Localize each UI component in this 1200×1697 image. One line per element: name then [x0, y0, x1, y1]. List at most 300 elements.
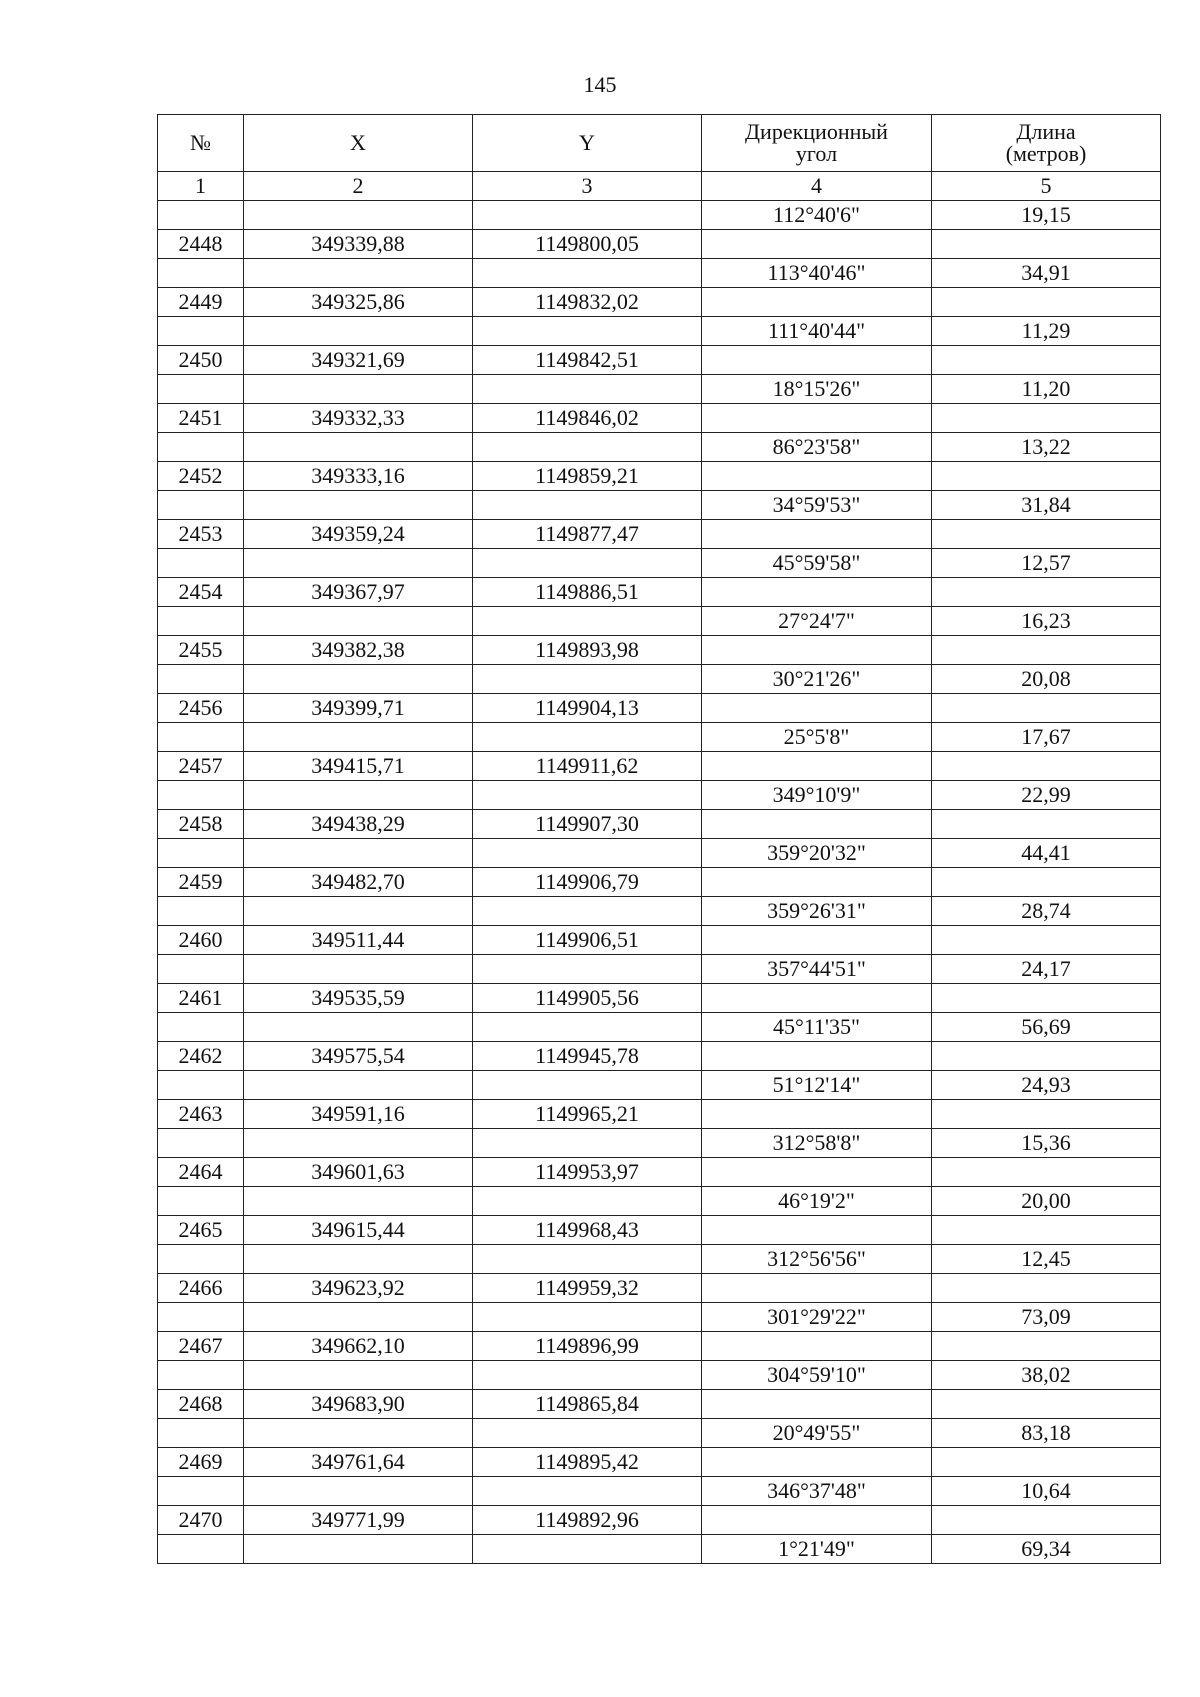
cell-direction-angle: 112°40'6" — [702, 201, 932, 230]
cell-length — [932, 1216, 1161, 1245]
table-row — [158, 955, 1161, 984]
table-row — [158, 1129, 1161, 1158]
cell-x — [244, 897, 473, 926]
cell-y — [473, 1477, 702, 1506]
table-row — [158, 1216, 1161, 1245]
coordinates-table — [157, 114, 1161, 1564]
table-row — [158, 868, 1161, 897]
page-number: 145 — [583, 72, 617, 97]
cell-x — [244, 317, 473, 346]
cell-direction-angle — [702, 230, 932, 259]
cell-point-number: 2460 — [158, 926, 244, 955]
cell-point-number: 2463 — [158, 1100, 244, 1129]
table-row — [158, 926, 1161, 955]
cell-x — [244, 259, 473, 288]
cell-y — [473, 1535, 702, 1564]
cell-direction-angle: 359°26'31" — [702, 897, 932, 926]
cell-length — [932, 1390, 1161, 1419]
header-length-line-1: Длина — [1016, 119, 1076, 144]
cell-x — [244, 1535, 473, 1564]
cell-y: 1149846,02 — [473, 404, 702, 433]
cell-x — [244, 723, 473, 752]
cell-direction-angle — [702, 1390, 932, 1419]
table-row — [158, 665, 1161, 694]
cell-y: 1149859,21 — [473, 462, 702, 491]
cell-point-number — [158, 1187, 244, 1216]
cell-point-number — [158, 723, 244, 752]
cell-point-number: 2469 — [158, 1448, 244, 1477]
cell-y: 1149945,78 — [473, 1042, 702, 1071]
cell-length: 10,64 — [932, 1477, 1161, 1506]
cell-point-number: 2465 — [158, 1216, 244, 1245]
table-row — [158, 491, 1161, 520]
cell-point-number: 2452 — [158, 462, 244, 491]
cell-y: 1149896,99 — [473, 1332, 702, 1361]
cell-direction-angle: 51°12'14" — [702, 1071, 932, 1100]
cell-direction-angle: 18°15'26" — [702, 375, 932, 404]
cell-length — [932, 404, 1161, 433]
cell-direction-angle: 304°59'10" — [702, 1361, 932, 1390]
column-index: 3 — [473, 172, 702, 201]
header-direction-angle — [702, 115, 932, 172]
cell-y: 1149965,21 — [473, 1100, 702, 1129]
cell-length: 83,18 — [932, 1419, 1161, 1448]
cell-length: 31,84 — [932, 491, 1161, 520]
table-row — [158, 317, 1161, 346]
cell-direction-angle — [702, 1216, 932, 1245]
table-row — [158, 1477, 1161, 1506]
cell-length — [932, 1506, 1161, 1535]
cell-direction-angle: 111°40'44" — [702, 317, 932, 346]
header-number: № — [158, 115, 244, 172]
cell-length: 11,20 — [932, 375, 1161, 404]
cell-y: 1149892,96 — [473, 1506, 702, 1535]
cell-x: 349438,29 — [244, 810, 473, 839]
cell-x: 349511,44 — [244, 926, 473, 955]
cell-direction-angle: 34°59'53" — [702, 491, 932, 520]
cell-y: 1149800,05 — [473, 230, 702, 259]
cell-point-number: 2467 — [158, 1332, 244, 1361]
cell-direction-angle — [702, 1332, 932, 1361]
cell-point-number — [158, 549, 244, 578]
cell-y: 1149906,79 — [473, 868, 702, 897]
cell-direction-angle — [702, 1042, 932, 1071]
cell-y: 1149953,97 — [473, 1158, 702, 1187]
cell-length — [932, 462, 1161, 491]
cell-y — [473, 607, 702, 636]
cell-point-number: 2455 — [158, 636, 244, 665]
cell-x: 349591,16 — [244, 1100, 473, 1129]
cell-direction-angle: 346°37'48" — [702, 1477, 932, 1506]
table-row — [158, 230, 1161, 259]
cell-y: 1149904,13 — [473, 694, 702, 723]
table-row — [158, 810, 1161, 839]
cell-length: 28,74 — [932, 897, 1161, 926]
column-index-row — [158, 172, 1161, 201]
cell-x: 349575,54 — [244, 1042, 473, 1071]
cell-direction-angle: 25°5'8" — [702, 723, 932, 752]
table-row — [158, 1042, 1161, 1071]
table-body — [158, 201, 1161, 1564]
cell-y: 1149905,56 — [473, 984, 702, 1013]
cell-length: 11,29 — [932, 317, 1161, 346]
cell-x — [244, 201, 473, 230]
cell-y — [473, 1303, 702, 1332]
cell-point-number: 2462 — [158, 1042, 244, 1071]
cell-y — [473, 1071, 702, 1100]
cell-length — [932, 810, 1161, 839]
table-row — [158, 607, 1161, 636]
cell-y — [473, 1361, 702, 1390]
table-row — [158, 578, 1161, 607]
cell-direction-angle: 20°49'55" — [702, 1419, 932, 1448]
header-direction-angle-line-1: Дирекционный — [745, 119, 888, 144]
cell-length — [932, 926, 1161, 955]
cell-x: 349415,71 — [244, 752, 473, 781]
table-row — [158, 984, 1161, 1013]
cell-point-number — [158, 1419, 244, 1448]
cell-x: 349325,86 — [244, 288, 473, 317]
cell-y: 1149895,42 — [473, 1448, 702, 1477]
table-row — [158, 1187, 1161, 1216]
cell-point-number: 2454 — [158, 578, 244, 607]
table-row — [158, 1274, 1161, 1303]
cell-point-number — [158, 1361, 244, 1390]
cell-length: 69,34 — [932, 1535, 1161, 1564]
cell-point-number: 2448 — [158, 230, 244, 259]
cell-x: 349367,97 — [244, 578, 473, 607]
column-index: 4 — [702, 172, 932, 201]
cell-length: 15,36 — [932, 1129, 1161, 1158]
cell-x: 349482,70 — [244, 868, 473, 897]
table-row — [158, 520, 1161, 549]
cell-y: 1149968,43 — [473, 1216, 702, 1245]
header-x: X — [244, 115, 473, 172]
cell-length — [932, 520, 1161, 549]
cell-y — [473, 259, 702, 288]
cell-length — [932, 868, 1161, 897]
cell-direction-angle — [702, 346, 932, 375]
cell-length: 17,67 — [932, 723, 1161, 752]
table-row — [158, 781, 1161, 810]
table-row — [158, 1332, 1161, 1361]
cell-x — [244, 375, 473, 404]
cell-y — [473, 839, 702, 868]
cell-length — [932, 1100, 1161, 1129]
cell-y — [473, 665, 702, 694]
cell-point-number — [158, 1477, 244, 1506]
cell-y: 1149832,02 — [473, 288, 702, 317]
cell-x: 349339,88 — [244, 230, 473, 259]
column-index: 1 — [158, 172, 244, 201]
cell-y — [473, 317, 702, 346]
cell-direction-angle: 113°40'46" — [702, 259, 932, 288]
cell-length: 24,17 — [932, 955, 1161, 984]
cell-y — [473, 781, 702, 810]
table-row — [158, 1303, 1161, 1332]
cell-direction-angle: 357°44'51" — [702, 955, 932, 984]
cell-point-number — [158, 839, 244, 868]
cell-length: 24,93 — [932, 1071, 1161, 1100]
cell-point-number — [158, 955, 244, 984]
cell-direction-angle — [702, 1100, 932, 1129]
table-row — [158, 375, 1161, 404]
cell-length — [932, 984, 1161, 1013]
table-row — [158, 259, 1161, 288]
cell-direction-angle: 312°56'56" — [702, 1245, 932, 1274]
cell-length — [932, 694, 1161, 723]
cell-direction-angle: 27°24'7" — [702, 607, 932, 636]
header-direction-angle-line-2: угол — [795, 141, 838, 166]
cell-point-number — [158, 665, 244, 694]
cell-x — [244, 1071, 473, 1100]
cell-x — [244, 607, 473, 636]
cell-point-number — [158, 433, 244, 462]
cell-length: 56,69 — [932, 1013, 1161, 1042]
table-row — [158, 288, 1161, 317]
cell-x — [244, 1129, 473, 1158]
table-row — [158, 346, 1161, 375]
cell-x: 349359,24 — [244, 520, 473, 549]
table-row — [158, 1071, 1161, 1100]
cell-y — [473, 491, 702, 520]
table-row — [158, 1100, 1161, 1129]
table-row — [158, 1245, 1161, 1274]
table-row — [158, 433, 1161, 462]
table-row — [158, 694, 1161, 723]
cell-length: 20,08 — [932, 665, 1161, 694]
cell-x: 349333,16 — [244, 462, 473, 491]
cell-y — [473, 549, 702, 578]
cell-y — [473, 1187, 702, 1216]
table-row — [158, 1361, 1161, 1390]
table-row — [158, 897, 1161, 926]
cell-point-number — [158, 201, 244, 230]
cell-length — [932, 288, 1161, 317]
cell-y — [473, 955, 702, 984]
cell-direction-angle: 45°11'35" — [702, 1013, 932, 1042]
cell-length: 20,00 — [932, 1187, 1161, 1216]
cell-length: 44,41 — [932, 839, 1161, 868]
cell-direction-angle: 45°59'58" — [702, 549, 932, 578]
header-length — [932, 115, 1161, 172]
cell-length: 16,23 — [932, 607, 1161, 636]
cell-direction-angle — [702, 868, 932, 897]
cell-x — [244, 665, 473, 694]
cell-x: 349321,69 — [244, 346, 473, 375]
table-row — [158, 1535, 1161, 1564]
cell-point-number — [158, 259, 244, 288]
cell-x — [244, 1187, 473, 1216]
cell-direction-angle — [702, 462, 932, 491]
cell-point-number: 2459 — [158, 868, 244, 897]
cell-x — [244, 1303, 473, 1332]
cell-x: 349771,99 — [244, 1506, 473, 1535]
cell-point-number: 2457 — [158, 752, 244, 781]
cell-point-number — [158, 1013, 244, 1042]
cell-x — [244, 955, 473, 984]
cell-length: 38,02 — [932, 1361, 1161, 1390]
cell-point-number: 2464 — [158, 1158, 244, 1187]
cell-y: 1149906,51 — [473, 926, 702, 955]
cell-y — [473, 433, 702, 462]
cell-point-number — [158, 1129, 244, 1158]
table-row — [158, 1448, 1161, 1477]
cell-length: 12,45 — [932, 1245, 1161, 1274]
cell-point-number — [158, 1303, 244, 1332]
cell-direction-angle — [702, 694, 932, 723]
cell-point-number: 2461 — [158, 984, 244, 1013]
cell-direction-angle — [702, 404, 932, 433]
cell-y: 1149886,51 — [473, 578, 702, 607]
cell-length: 12,57 — [932, 549, 1161, 578]
cell-length: 19,15 — [932, 201, 1161, 230]
cell-point-number — [158, 607, 244, 636]
cell-length: 22,99 — [932, 781, 1161, 810]
cell-direction-angle — [702, 636, 932, 665]
cell-y: 1149865,84 — [473, 1390, 702, 1419]
cell-direction-angle: 86°23'58" — [702, 433, 932, 462]
cell-direction-angle — [702, 520, 932, 549]
table-row — [158, 1013, 1161, 1042]
cell-y: 1149877,47 — [473, 520, 702, 549]
table-row — [158, 201, 1161, 230]
column-index: 5 — [932, 172, 1161, 201]
cell-direction-angle: 359°20'32" — [702, 839, 932, 868]
cell-point-number: 2449 — [158, 288, 244, 317]
cell-x: 349332,33 — [244, 404, 473, 433]
cell-direction-angle — [702, 984, 932, 1013]
cell-direction-angle: 1°21'49" — [702, 1535, 932, 1564]
cell-point-number: 2451 — [158, 404, 244, 433]
cell-point-number: 2466 — [158, 1274, 244, 1303]
cell-point-number — [158, 781, 244, 810]
cell-y: 1149907,30 — [473, 810, 702, 839]
cell-x: 349761,64 — [244, 1448, 473, 1477]
cell-direction-angle — [702, 1448, 932, 1477]
header-y: Y — [473, 115, 702, 172]
table-row — [158, 1506, 1161, 1535]
cell-length — [932, 752, 1161, 781]
cell-x — [244, 1361, 473, 1390]
cell-y — [473, 1419, 702, 1448]
cell-length: 34,91 — [932, 259, 1161, 288]
cell-x: 349399,71 — [244, 694, 473, 723]
cell-length — [932, 636, 1161, 665]
cell-y — [473, 723, 702, 752]
cell-point-number — [158, 1245, 244, 1274]
cell-direction-angle — [702, 578, 932, 607]
cell-direction-angle — [702, 1158, 932, 1187]
cell-point-number: 2456 — [158, 694, 244, 723]
cell-length — [932, 578, 1161, 607]
cell-y — [473, 201, 702, 230]
cell-x: 349601,63 — [244, 1158, 473, 1187]
cell-point-number — [158, 317, 244, 346]
cell-y: 1149842,51 — [473, 346, 702, 375]
cell-point-number — [158, 491, 244, 520]
table-header-row — [158, 115, 1161, 172]
table-row — [158, 636, 1161, 665]
table-row — [158, 1419, 1161, 1448]
cell-point-number — [158, 375, 244, 404]
cell-direction-angle — [702, 752, 932, 781]
cell-length — [932, 346, 1161, 375]
cell-x — [244, 1013, 473, 1042]
cell-y — [473, 897, 702, 926]
cell-x — [244, 1419, 473, 1448]
cell-point-number — [158, 897, 244, 926]
cell-direction-angle — [702, 926, 932, 955]
cell-y: 1149959,32 — [473, 1274, 702, 1303]
cell-length — [932, 1042, 1161, 1071]
cell-point-number: 2453 — [158, 520, 244, 549]
cell-direction-angle: 301°29'22" — [702, 1303, 932, 1332]
cell-x — [244, 549, 473, 578]
cell-y — [473, 1245, 702, 1274]
cell-direction-angle — [702, 810, 932, 839]
cell-x: 349662,10 — [244, 1332, 473, 1361]
table-row — [158, 404, 1161, 433]
cell-direction-angle — [702, 288, 932, 317]
cell-point-number: 2458 — [158, 810, 244, 839]
cell-x — [244, 1477, 473, 1506]
table-row — [158, 549, 1161, 578]
table-row — [158, 1390, 1161, 1419]
cell-y — [473, 1129, 702, 1158]
cell-x: 349623,92 — [244, 1274, 473, 1303]
cell-direction-angle: 46°19'2" — [702, 1187, 932, 1216]
cell-length: 73,09 — [932, 1303, 1161, 1332]
table-row — [158, 1158, 1161, 1187]
cell-y — [473, 375, 702, 404]
cell-point-number — [158, 1535, 244, 1564]
cell-y — [473, 1013, 702, 1042]
cell-x — [244, 1245, 473, 1274]
cell-x — [244, 839, 473, 868]
cell-length — [932, 1448, 1161, 1477]
column-index: 2 — [244, 172, 473, 201]
table-row — [158, 462, 1161, 491]
cell-length — [932, 1332, 1161, 1361]
cell-point-number: 2468 — [158, 1390, 244, 1419]
cell-direction-angle: 30°21'26" — [702, 665, 932, 694]
cell-direction-angle: 349°10'9" — [702, 781, 932, 810]
cell-length — [932, 230, 1161, 259]
cell-x: 349615,44 — [244, 1216, 473, 1245]
table-row — [158, 839, 1161, 868]
cell-x — [244, 491, 473, 520]
cell-length — [932, 1274, 1161, 1303]
table-row — [158, 723, 1161, 752]
cell-point-number: 2470 — [158, 1506, 244, 1535]
cell-length — [932, 1158, 1161, 1187]
cell-y: 1149893,98 — [473, 636, 702, 665]
cell-x: 349535,59 — [244, 984, 473, 1013]
cell-length: 13,22 — [932, 433, 1161, 462]
cell-y: 1149911,62 — [473, 752, 702, 781]
header-length-line-2: (метров) — [1005, 141, 1087, 166]
cell-direction-angle — [702, 1274, 932, 1303]
cell-point-number — [158, 1071, 244, 1100]
table-row — [158, 752, 1161, 781]
cell-x — [244, 781, 473, 810]
cell-x: 349382,38 — [244, 636, 473, 665]
cell-direction-angle — [702, 1506, 932, 1535]
cell-point-number: 2450 — [158, 346, 244, 375]
cell-direction-angle: 312°58'8" — [702, 1129, 932, 1158]
cell-x — [244, 433, 473, 462]
